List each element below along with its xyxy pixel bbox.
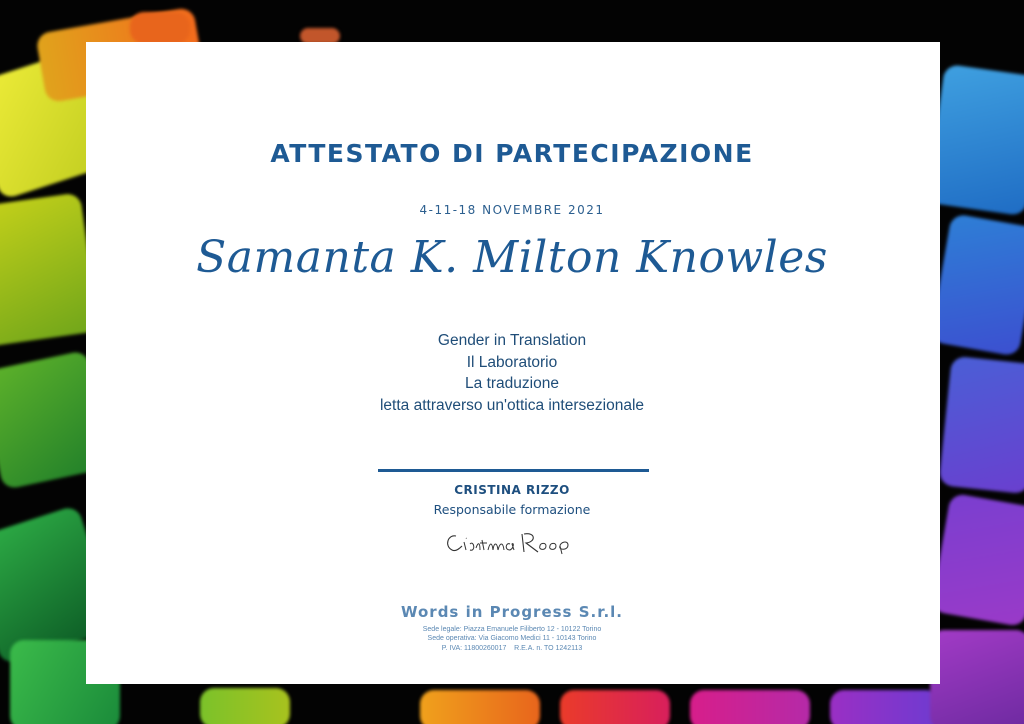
course-line: Gender in Translation — [437, 332, 587, 349]
recipient-name: Samanta K. Milton Knowles — [196, 232, 828, 283]
signatory-name: CRISTINA RIZZO — [454, 483, 570, 497]
issuer-company-name: Words in Progress S.r.l. — [400, 603, 624, 621]
operating-address: Sede operativa: Via Giacomo Medici 11 - 10143 Torino — [427, 635, 597, 642]
handwritten-signature — [440, 524, 580, 560]
course-line: Il Laboratorio — [466, 353, 558, 371]
course-line: La traduzione — [465, 375, 559, 392]
course-description — [0, 330, 1024, 416]
signatory-role: Responsabile formazione — [433, 502, 591, 517]
legal-address: Sede legale: Piazza Emanuele Filiberto 12 - 10122 Torino — [422, 626, 602, 633]
tax-info: P. IVA: 11800260017 R.E.A. n. TO 1242113 — [441, 645, 583, 652]
course-line: letta attraverso un'ottica intersezionale — [379, 396, 645, 414]
signature-line — [378, 469, 649, 472]
certificate-title: ATTESTATO DI PARTECIPAZIONE — [270, 139, 754, 168]
course-dates: 4-11-18 NOVEMBRE 2021 — [419, 203, 605, 217]
